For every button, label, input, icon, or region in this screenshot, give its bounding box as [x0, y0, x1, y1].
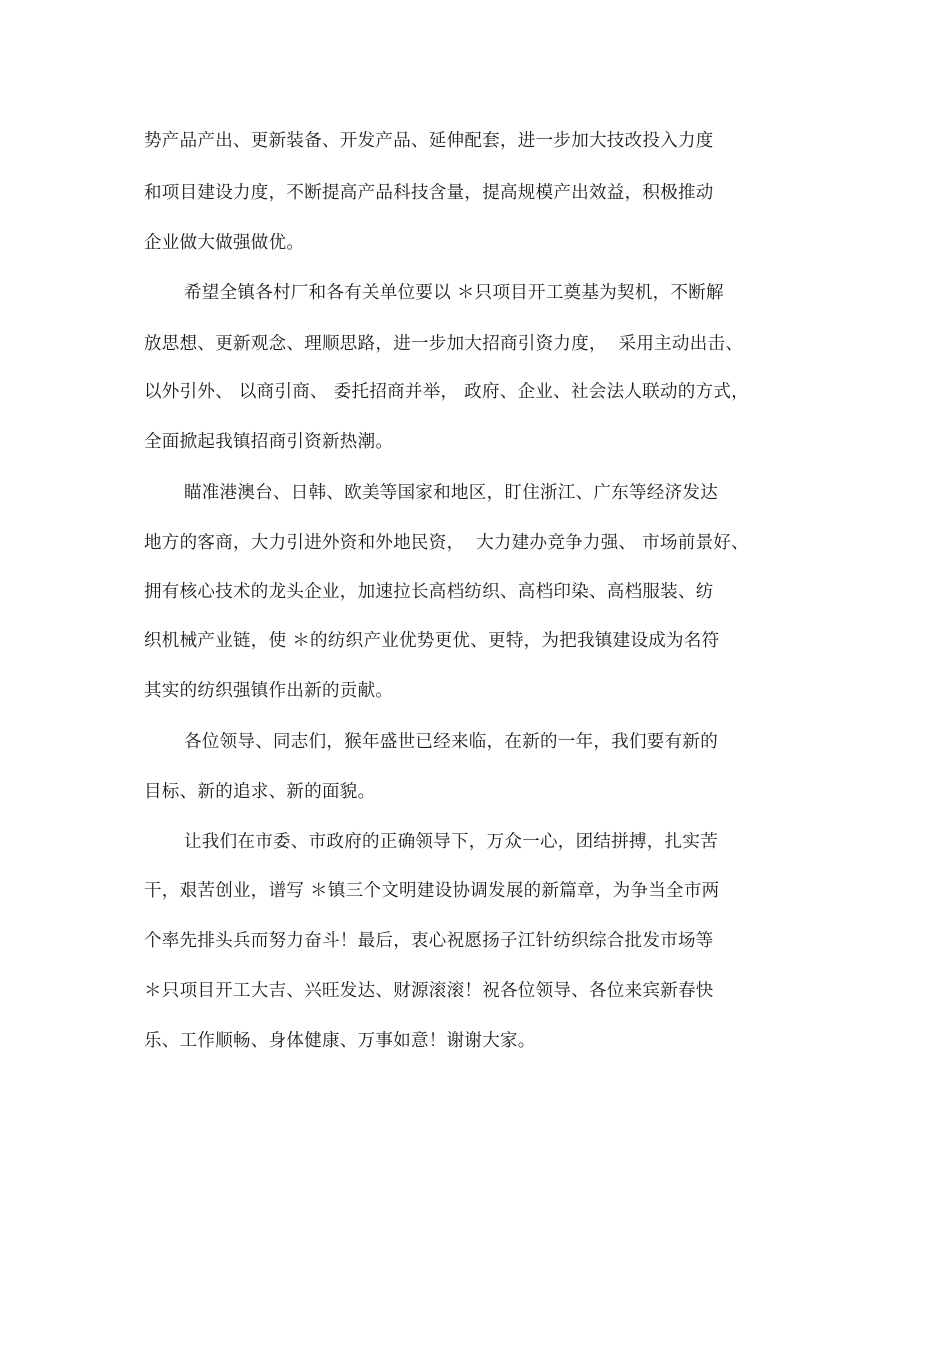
text-line: 和项目建设力度，不断提高产品科技含量，提高规模产出效益，积极推动: [144, 183, 714, 203]
text-line: 势产品产出、更新装备、开发产品、延伸配套，进一步加大技改投入力度: [144, 131, 714, 151]
paragraph-start-line: 希望全镇各村厂和各有关单位要以 ＊只项目开工奠基为契机，不断解: [184, 283, 724, 303]
text-line: 地方的客商，大力引进外资和外地民资， 大力建办竞争力强、 市场前景好、: [144, 533, 749, 553]
paragraph-start-line: 各位领导、同志们，猴年盛世已经来临，在新的一年，我们要有新的: [184, 732, 718, 752]
paragraph-start-line: 瞄准港澳台、日韩、欧美等国家和地区，盯住浙江、广东等经济发达: [184, 483, 718, 503]
paragraph-start-line: 让我们在市委、市政府的正确领导下，万众一心，团结拼搏，扎实苦: [184, 832, 718, 852]
text-line: 全面掀起我镇招商引资新热潮。: [144, 432, 394, 452]
text-line: 织机械产业链，使 ＊的纺织产业优势更优、更特，为把我镇建设成为名符: [144, 631, 720, 651]
text-line: 以外引外、 以商引商、 委托招商并举， 政府、企业、社会法人联动的方式，: [144, 382, 749, 402]
text-line: 干，艰苦创业，谱写 ＊镇三个文明建设协调发展的新篇章，为争当全市两: [144, 881, 720, 901]
text-line: 乐、工作顺畅、身体健康、万事如意！谢谢大家。: [144, 1031, 536, 1051]
text-line: 拥有核心技术的龙头企业，加速拉长高档纺织、高档印染、高档服装、纺: [144, 582, 714, 602]
text-line: 放思想、更新观念、理顺思路，进一步加大招商引资力度， 采用主动出击、: [144, 334, 744, 354]
text-line: 企业做大做强做优。: [144, 233, 305, 253]
text-line: 其实的纺织强镇作出新的贡献。: [144, 681, 394, 701]
text-line: ＊只项目开工大吉、兴旺发达、财源滚滚！祝各位领导、各位来宾新春快: [144, 981, 714, 1001]
text-line: 目标、新的追求、新的面貌。: [144, 782, 376, 802]
text-line: 个率先排头兵而努力奋斗！最后，衷心祝愿扬子江针纺织综合批发市场等: [144, 931, 714, 951]
